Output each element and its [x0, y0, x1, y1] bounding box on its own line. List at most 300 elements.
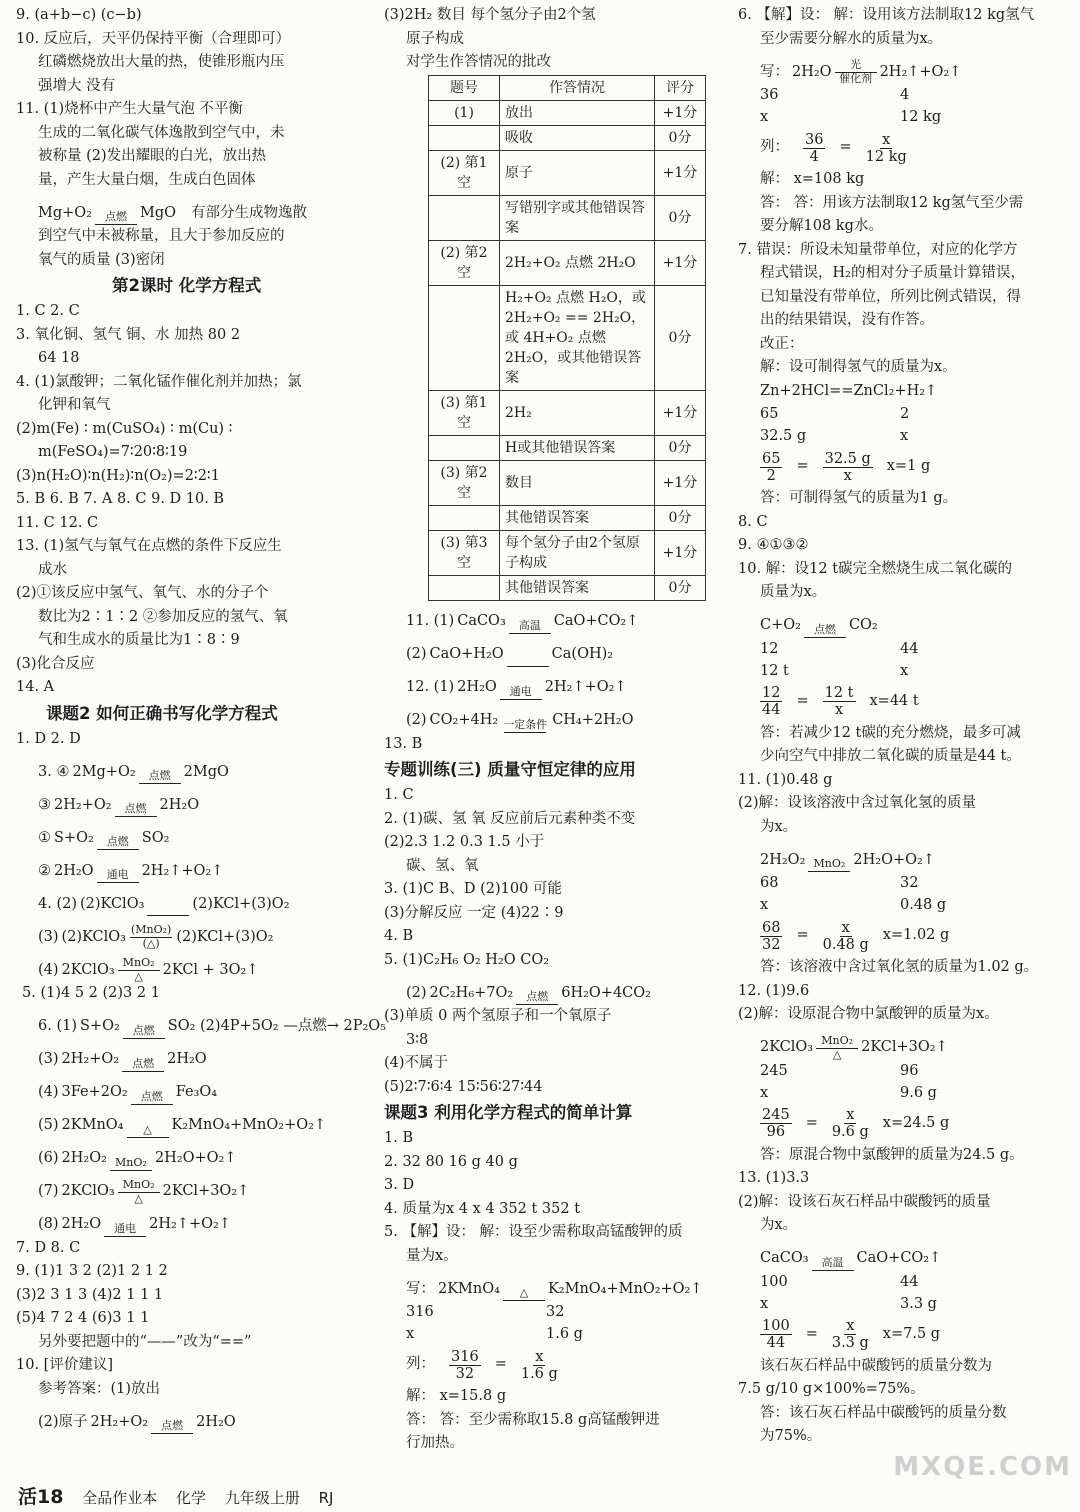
eq-condition-below: (△): [142, 937, 160, 950]
eq-prefix: (4): [38, 961, 59, 978]
column-left: [16, 4, 386, 1434]
text-line: 解： x=15.8 g: [406, 1388, 507, 1404]
ratio-right: x: [900, 428, 909, 444]
chemical-equation: [16, 1105, 368, 1138]
eq-left: S+O₂: [54, 829, 94, 846]
table-cell-score: +1分: [655, 240, 706, 285]
answer-line: 5. (1)4 5 2 (2)3 2 1: [22, 985, 160, 1001]
eq-right: K₂MnO₄+MnO₂+O₂↑: [547, 1280, 703, 1297]
equals: =: [494, 1356, 507, 1373]
fraction: [760, 1318, 792, 1351]
eq-arrow: [139, 770, 181, 784]
eq-left: 2H₂O₂: [760, 851, 806, 868]
eq-left: 2H₂+O₂: [90, 1413, 149, 1430]
denominator: 1.6 g: [520, 1365, 558, 1382]
fraction: [760, 1107, 792, 1140]
fraction: [823, 685, 856, 718]
table-cell-question: (2) 第2空: [429, 240, 500, 285]
eq-left: 2H₂O: [792, 63, 832, 80]
chemical-equation: [738, 1027, 1068, 1060]
result: x=1 g: [886, 458, 931, 475]
text-line: 1. B: [384, 1130, 414, 1146]
ratio-right: 44: [900, 640, 919, 657]
equals: =: [796, 692, 809, 709]
section-heading-topic2: 课题2 如何正确书写化学方程式: [46, 703, 278, 723]
eq-right: 2H₂O+O₂↑: [154, 1150, 237, 1166]
denominator: 32: [762, 936, 781, 953]
col2-lines-f: [384, 784, 729, 972]
eq-prefix: 3. ④: [38, 763, 70, 780]
section-heading-lesson2: 第2课时 化学方程式: [112, 276, 262, 295]
eq-right: 2H₂O: [196, 1413, 236, 1430]
equals: =: [839, 139, 852, 156]
text-line: 7. 错误：所设未知量带单位，对应的化学方: [738, 241, 1018, 258]
eq-left: 2KMnO₄: [61, 1117, 124, 1133]
text-line: 13. (1)氢气与氧气在点燃的条件下反应生: [16, 538, 282, 554]
column-right: [738, 4, 1068, 1449]
eq-condition: MnO₂: [115, 1155, 147, 1169]
text-line: 氧气的质量 (3)密闭: [38, 251, 165, 268]
chemical-equation: [384, 601, 729, 634]
ratio-row: [738, 84, 1068, 106]
eq-arrow: [118, 957, 160, 982]
text-line: 64 18: [38, 350, 80, 366]
table-cell-answer: H或其他错误答案: [500, 435, 655, 460]
eq-left: 2KMnO₄: [438, 1280, 500, 1297]
text-line: 成水: [38, 561, 67, 578]
eq-arrow: [123, 1025, 165, 1039]
eq-left: Mg+O₂: [38, 204, 92, 221]
denominator: x: [834, 702, 844, 718]
eq-right: (2)KCl+(3)O₂: [192, 895, 290, 912]
text-line: 6. 【解】设： 解：设用该方法制取12 kg氢气: [738, 7, 1035, 23]
eq-left: CO₂+4H₂: [429, 712, 499, 728]
eq-arrow: [97, 836, 139, 850]
eq-left: C+O₂: [760, 617, 801, 633]
table-row: [429, 505, 706, 530]
text-line: 为x。: [760, 1217, 798, 1233]
table-header: 评分: [655, 75, 706, 100]
proportion: [738, 1104, 1068, 1144]
eq-condition: 点燃: [161, 1419, 184, 1432]
chemical-equation: [16, 883, 368, 916]
text-line: 14. A: [16, 679, 55, 695]
ratio-right: 12 kg: [900, 109, 942, 125]
text-line: 强增大 没有: [38, 77, 116, 94]
chemical-equation: [384, 700, 729, 733]
ratio-left: x: [760, 109, 769, 125]
eq-line: [151, 1433, 193, 1434]
eq-left: CaO+H₂O: [429, 646, 504, 662]
eq-line: [147, 915, 189, 916]
eq-condition: 点燃: [148, 769, 171, 782]
text-line: 11. (1)烧杯中产生大量气泡 不平衡: [16, 101, 243, 117]
eq-right: 6H₂O+4CO₂: [561, 984, 651, 1001]
eq-prefix: 12. (1): [406, 679, 455, 695]
eq-condition: 光: [850, 58, 862, 71]
denominator: 2: [766, 467, 776, 484]
ratio-left: x: [760, 897, 769, 913]
numerator: 316: [451, 1348, 479, 1365]
eq-prefix: (6): [38, 1150, 59, 1166]
proportion-label: 列：: [760, 139, 789, 156]
denominator: 32: [455, 1365, 475, 1382]
col1-lines-d: [16, 728, 368, 752]
eq-right: (2)KCl+(3)O₂: [176, 928, 274, 945]
ratio-row: [738, 1082, 1068, 1104]
eq-prefix: 4. (2): [38, 895, 77, 912]
table-cell-question: [429, 435, 500, 460]
eq-right: 2KCl+3O₂↑: [162, 1183, 250, 1199]
eq-arrow: [104, 1223, 146, 1237]
proportion: [738, 682, 1068, 722]
eq-condition: MnO₂: [821, 1033, 853, 1047]
equals: =: [796, 927, 809, 944]
table-cell-question: (1): [429, 100, 500, 125]
eq-condition: 通电: [509, 684, 532, 698]
eq-right: Fe₃O₄: [175, 1084, 218, 1100]
text-line: (2)解：设原混合物中氯酸钾的质量为x。: [738, 1006, 999, 1022]
eq-right: 2H₂O: [159, 796, 200, 813]
eq-arrow: [95, 211, 137, 225]
text-line: 对学生作答情况的批改: [406, 54, 551, 70]
eq-left: 2Mg+O₂: [72, 763, 136, 780]
table-header: 作答情况: [500, 75, 655, 100]
eq-condition: MnO₂: [122, 956, 155, 969]
result: x=44 t: [869, 692, 919, 709]
text-line: (5)2∶7∶6∶4 15∶56∶27∶44: [384, 1078, 543, 1095]
col1-lines-e: [16, 1237, 368, 1402]
ratio-right: 44: [900, 1273, 919, 1290]
eq-left: 3Fe+2O₂: [61, 1084, 128, 1100]
chemical-equation: [16, 817, 368, 850]
ratio-left: 316: [406, 1304, 434, 1320]
eq-prefix: (8): [38, 1216, 59, 1232]
eq-condition: 一定条件: [503, 717, 548, 731]
eq-prefix: (2)原子: [38, 1413, 88, 1430]
eq-left: 2KClO₃: [61, 1183, 115, 1199]
table-row: [429, 195, 706, 240]
section-heading-special3: 专题训练(三) 质量守恒定律的应用: [384, 760, 636, 779]
text-line: (5)4 7 2 4 (6)3 1 1: [16, 1310, 150, 1326]
fraction: [832, 1107, 869, 1140]
chemical-equation: [16, 1401, 368, 1434]
ratio-left: x: [760, 1084, 769, 1101]
table-cell-answer: 2H₂: [500, 390, 655, 435]
text-line: 改正：: [760, 335, 804, 352]
eq-prefix: (2): [406, 712, 427, 728]
denominator: 96: [766, 1124, 786, 1140]
ratio-right: x: [900, 662, 909, 679]
page-number: 活18: [18, 1486, 64, 1508]
denominator: 0.48 g: [822, 936, 869, 953]
chemical-equation: [16, 784, 368, 817]
eq-arrow: [129, 924, 173, 949]
text-line: 2. 32 80 16 g 40 g: [384, 1153, 518, 1170]
table-cell-question: (3) 第1空: [429, 390, 500, 435]
col1-equations-q3: [16, 751, 368, 883]
eq-right: 2H₂↑+O₂↑: [879, 63, 962, 80]
eq-prefix: (2): [406, 984, 427, 1001]
ratio-row: [738, 1293, 1068, 1315]
table-row: [429, 435, 706, 460]
text-line: 3. 氧化铜、氢气 铜、水 加热 80 2: [16, 326, 241, 343]
eq-condition: 点燃: [132, 1023, 155, 1037]
fraction: [760, 451, 782, 484]
text-line: 3. D: [384, 1177, 415, 1193]
eq-right: 2MgO: [183, 763, 229, 780]
text-line: 化钾和氧气: [38, 397, 111, 413]
text-line: 至少需要分解水的质量为x。: [760, 30, 943, 47]
eq-arrow: [812, 1257, 854, 1271]
eq-prefix: 6. (1): [38, 1018, 77, 1034]
eq-right: 2KCl+3O₂↑: [861, 1039, 948, 1055]
fraction: [823, 451, 873, 484]
numerator: x: [846, 1107, 855, 1123]
ratio-right: 0.48 g: [900, 897, 947, 913]
proportion: [738, 447, 1068, 487]
eq-line: [507, 666, 549, 667]
table-cell-question: (3) 第3空: [429, 530, 500, 575]
eq-prefix: (7): [38, 1183, 59, 1199]
denominator: 44: [766, 1335, 786, 1351]
chemical-equation: [16, 1072, 368, 1105]
eq-right: SO₂ (2)4P+5O₂ —点燃→ 2P₂O₅: [167, 1018, 386, 1034]
table-header: 题号: [429, 75, 500, 100]
eq-condition: 点燃: [106, 835, 129, 848]
eq-line: [97, 882, 139, 883]
eq-left: 2C₂H₆+7O₂: [429, 984, 514, 1001]
eq-arrow: [97, 869, 139, 883]
ratio-row: [738, 638, 1068, 660]
text-line: 4. (1)氯酸钾；二氧化锰作催化剂并加热；氯: [16, 373, 302, 390]
eq-right: 2H₂↑+O₂↑: [544, 679, 627, 695]
table-cell-score: +1分: [655, 530, 706, 575]
ratio-left: 32.5 g: [760, 428, 807, 444]
text-line: 数比为2∶1∶2 ②参加反应的氢气、氧: [38, 608, 288, 625]
text-line: 出的结果错误，没有作答。: [760, 312, 934, 328]
fraction: [521, 1349, 558, 1382]
text-line: 解：设可制得氢气的质量为x。: [760, 359, 957, 375]
numerator: x: [846, 1318, 855, 1334]
fraction: [760, 685, 782, 718]
ratio-left: 36: [760, 87, 779, 103]
denominator: 12 kg: [865, 148, 907, 165]
eq-right: CH₄+2H₂O: [552, 712, 634, 728]
ratio-left: x: [406, 1326, 415, 1342]
watermark: MXQE.COM: [893, 1452, 1072, 1482]
text-line: 10. 反应后，天平仍保持平衡（合理即可）: [16, 30, 291, 47]
eq-arrow: [507, 665, 549, 667]
chemical-equation: [738, 605, 1068, 638]
eq-line: [110, 1170, 152, 1171]
eq-line: [131, 1104, 173, 1105]
table-cell-question: [429, 575, 500, 600]
eq-condition: 点燃: [140, 1089, 163, 1103]
table-cell-question: (3) 第2空: [429, 460, 500, 505]
eq-prefix: ③: [38, 796, 51, 813]
text-line: 答：可制得氢气的质量为1 g。: [760, 490, 958, 506]
eq-line: [504, 732, 546, 733]
text-line: 1. C 2. C: [16, 303, 80, 319]
text-line: 该石灰石样品中碳酸钙的质量分数为: [760, 1357, 992, 1374]
ratio-row: [738, 403, 1068, 425]
table-cell-score: +1分: [655, 390, 706, 435]
numerator: 12: [762, 685, 781, 701]
table-cell-score: 0分: [655, 435, 706, 460]
text-line: 3∶8: [406, 1031, 429, 1048]
numerator: x: [535, 1348, 544, 1365]
text-line: (2)解：设该溶液中含过氧化氢的质量: [738, 795, 977, 811]
eq-prefix: (4): [38, 1084, 59, 1100]
numerator: 100: [762, 1318, 790, 1334]
eq-left: 2H₂O: [61, 1216, 102, 1232]
eq-condition-below: △: [134, 970, 143, 983]
text-line: (3)n(H₂O)∶n(H₂)∶n(O₂)=2∶2∶1: [16, 467, 220, 484]
text-line: (3)2 3 1 3 (4)2 1 1 1: [16, 1286, 164, 1303]
table-cell-answer: 吸收: [500, 125, 655, 150]
fraction: [823, 920, 869, 953]
text-line: 另外要把题中的“——”改为“==”: [38, 1333, 252, 1350]
text-line: 5. (1)C₂H₆ O₂ H₂O CO₂: [384, 951, 550, 968]
fraction: [803, 132, 825, 165]
text-line: 7. D 8. C: [16, 1239, 81, 1256]
eq-prefix: 11. (1): [406, 613, 455, 629]
eq-cond: 点燃: [104, 210, 127, 223]
answer-line: 13. B: [384, 735, 423, 752]
denominator: 9.6 g: [831, 1124, 869, 1140]
eq-prefix: (5): [38, 1117, 59, 1133]
col2-equation-q5: [384, 972, 729, 1005]
fraction: [866, 132, 907, 165]
col2-calculation: [384, 1268, 729, 1385]
eq-condition: 通电: [114, 1221, 137, 1235]
table-cell-score: 0分: [655, 575, 706, 600]
table-cell-question: (2) 第1空: [429, 150, 500, 195]
col1-equations-q6: [16, 1006, 386, 1237]
col1-equation-last: [16, 1401, 368, 1434]
ratio-right: 32: [546, 1304, 565, 1320]
eq-condition: MnO₂: [122, 1177, 155, 1191]
table-cell-answer: 每个氢分子由2个氢原子构成: [500, 530, 655, 575]
table-cell-answer: 数目: [500, 460, 655, 505]
text-line: 9. (a+b−c) (c−b): [16, 7, 142, 23]
table-row: [429, 150, 706, 195]
text-line: 7.5 g/10 g×100%=75%。: [738, 1381, 925, 1397]
table-cell-question: [429, 505, 500, 530]
eq-prefix: ②: [38, 862, 51, 879]
eq-line: [97, 849, 139, 850]
ratio-right: 2: [900, 406, 910, 422]
text-line: 9. (1)1 3 2 (2)1 2 1 2: [16, 1263, 168, 1279]
text-line: 2. (1)碳、氢 氧 反应前后元素种类不变: [384, 810, 636, 827]
numerator: x: [882, 131, 891, 148]
equation-mgo: [16, 192, 368, 225]
ratio-right: 1.6 g: [546, 1326, 583, 1342]
text-line: 11. (1)0.48 g: [738, 771, 833, 788]
ratio-right: 9.6 g: [900, 1084, 937, 1101]
eq-arrow: [131, 1091, 173, 1105]
chemical-equation: [16, 949, 368, 982]
chemical-equation: [16, 1006, 386, 1039]
ratio-left: 12: [760, 640, 779, 657]
eq-line: [104, 1236, 146, 1237]
ratio-row: [738, 1060, 1068, 1082]
eq-right: SO₂: [141, 829, 170, 846]
col2-lines-i: [384, 1385, 729, 1456]
result: x=7.5 g: [882, 1325, 941, 1342]
text-line: Zn+2HCl==ZnCl₂+H₂↑: [760, 382, 938, 399]
table-cell-answer: 放出: [500, 100, 655, 125]
eq-prefix: (3): [38, 928, 59, 945]
eq-arrow: [501, 719, 549, 733]
text-line: 量，产生大量白烟，生成白色固体: [38, 171, 256, 188]
text-line: (2)解：设该石灰石样品中碳酸钙的质量: [738, 1193, 991, 1210]
grade: 九年级上册: [224, 1489, 300, 1507]
col2-equations-q11-12: [384, 601, 729, 733]
grading-table: [428, 75, 706, 601]
text-line: 8. C: [738, 513, 768, 530]
eq-line: [122, 1071, 164, 1072]
eq-prefix: 写：: [760, 63, 789, 80]
ratio-right: 32: [900, 875, 919, 891]
eq-condition-below: 催化剂: [839, 72, 873, 85]
ratio-right: 3.3 g: [900, 1295, 937, 1312]
table-cell-answer: 2H₂+O₂ 点燃 2H₂O: [500, 240, 655, 285]
eq-left: 2H₂+O₂: [54, 796, 112, 813]
eq-condition: 点燃: [124, 802, 147, 815]
eq-tail: 有部分生成物逸散: [191, 204, 308, 221]
chemical-equation: [738, 1238, 1068, 1271]
ratio-row: [738, 425, 1068, 447]
col1-lines-b: [16, 225, 368, 272]
table-row: [429, 125, 706, 150]
proportion: [738, 1315, 1068, 1355]
eq-condition: MnO₂: [813, 857, 846, 870]
text-line: 质量为x。: [760, 584, 827, 600]
table-cell-score: +1分: [655, 100, 706, 125]
text-line: 原子构成: [406, 30, 464, 47]
chemical-equation: [738, 51, 1068, 84]
table-cell-question: [429, 285, 500, 390]
eq-arrow: [110, 1157, 152, 1171]
text-line: 4. B: [384, 928, 414, 944]
text-line: 解： x=108 kg: [760, 171, 865, 187]
ratio-row: [738, 1271, 1068, 1293]
eq-right: 2H₂O: [167, 1051, 207, 1067]
edition: RJ: [318, 1489, 334, 1507]
eq-condition: △: [519, 1286, 529, 1299]
text-line: 11. C 12. C: [16, 514, 99, 531]
table-cell-score: 0分: [655, 195, 706, 240]
eq-condition-below: △: [134, 1191, 143, 1205]
eq-arrow: [516, 991, 558, 1005]
eq-left: 2H₂O₂: [61, 1150, 107, 1166]
text-line: 为x。: [760, 818, 798, 835]
text-line: 答： 答：用该方法制取12 kg氢气至少需: [760, 194, 1024, 211]
table-row: [429, 240, 706, 285]
table-cell-score: +1分: [655, 460, 706, 505]
eq-prefix: ①: [38, 829, 51, 846]
chemical-equation: [384, 667, 729, 700]
ratio-left: 65: [760, 406, 779, 422]
equals: =: [805, 1325, 818, 1342]
text-line: 气和生成水的质量比为1∶8∶9: [38, 632, 240, 648]
chemical-equation: [16, 1138, 368, 1171]
eq-prefix: (3): [38, 1051, 59, 1067]
eq-right: 2H₂↑+O₂↑: [141, 862, 224, 879]
text-line: 9. ④①③②: [738, 537, 809, 553]
